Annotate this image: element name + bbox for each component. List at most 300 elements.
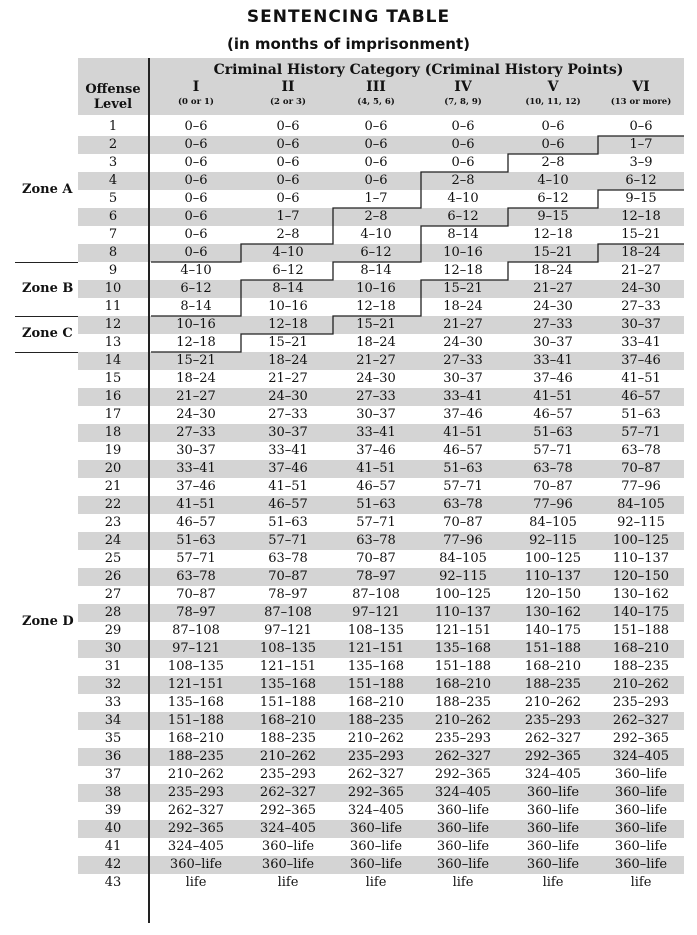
range-cell: 360–life (349, 821, 403, 836)
offense-level-cell: 7 (108, 227, 118, 242)
zone-separator (15, 262, 78, 263)
range-cell: 63–78 (443, 497, 483, 512)
offense-level-cell: 9 (108, 263, 118, 278)
range-cell: 210–262 (434, 713, 492, 728)
range-cell: 30–37 (443, 371, 483, 386)
range-cell: 41–51 (356, 461, 396, 476)
range-cell: 0–6 (184, 119, 208, 134)
range-cell: 78–97 (176, 605, 216, 620)
range-cell: 324–405 (434, 785, 492, 800)
range-cell: 33–41 (176, 461, 216, 476)
range-cell: 57–71 (356, 515, 396, 530)
range-cell: 70–87 (176, 587, 216, 602)
range-cell: 135–168 (434, 641, 492, 656)
range-cell: 33–41 (268, 443, 308, 458)
range-cell: 24–30 (533, 299, 573, 314)
range-cell: 27–33 (356, 389, 396, 404)
range-cell: 0–6 (276, 191, 300, 206)
range-cell: 15–21 (356, 317, 396, 332)
range-cell: 1–7 (276, 209, 300, 224)
zone-boundary-lines (78, 58, 684, 923)
zone-separator (15, 352, 78, 353)
range-cell: 235–293 (524, 713, 582, 728)
offense-level-cell: 41 (104, 839, 122, 854)
range-cell: 140–175 (612, 605, 670, 620)
offense-level-cell: 29 (104, 623, 122, 638)
range-cell: 15–21 (268, 335, 308, 350)
range-cell: 51–63 (443, 461, 483, 476)
range-cell: 21–27 (443, 317, 483, 332)
offense-level-cell: 17 (104, 407, 122, 422)
range-cell: 360–life (349, 857, 403, 872)
range-cell: 57–71 (268, 533, 308, 548)
range-cell: 18–24 (176, 371, 216, 386)
range-cell: 97–121 (352, 605, 400, 620)
offense-level-cell: 22 (104, 497, 122, 512)
range-cell: 77–96 (533, 497, 573, 512)
range-cell: 360–life (261, 857, 315, 872)
range-cell: 33–41 (356, 425, 396, 440)
range-cell: 108–135 (259, 641, 317, 656)
range-cell: 37–46 (356, 443, 396, 458)
category-numeral: IV (454, 79, 472, 95)
range-cell: 2–8 (541, 155, 565, 170)
range-cell: 51–63 (176, 533, 216, 548)
offense-level-cell: 34 (104, 713, 122, 728)
range-cell: 360–life (614, 839, 668, 854)
range-cell: 12–18 (356, 299, 396, 314)
range-cell: 30–37 (268, 425, 308, 440)
range-cell: 15–21 (621, 227, 661, 242)
range-cell: 324–405 (259, 821, 317, 836)
offense-level-cell: 2 (108, 137, 118, 152)
offense-level-cell: 30 (104, 641, 122, 656)
range-cell: 0–6 (451, 155, 475, 170)
range-cell: 21–27 (533, 281, 573, 296)
range-cell: 15–21 (176, 353, 216, 368)
range-cell: 92–115 (529, 533, 577, 548)
range-cell: 84–105 (617, 497, 665, 512)
range-cell: 8–14 (180, 299, 212, 314)
zone-label: Zone C (22, 326, 73, 341)
range-cell: 3–9 (629, 155, 653, 170)
range-cell: 18–24 (268, 353, 308, 368)
criminal-history-header: Criminal History Category (Criminal History Points) (213, 62, 624, 78)
range-cell: 0–6 (184, 245, 208, 260)
range-cell: 360–life (436, 857, 490, 872)
range-cell: 27–33 (621, 299, 661, 314)
range-cell: 77–96 (443, 533, 483, 548)
range-cell: 121–151 (167, 677, 225, 692)
range-cell: 18–24 (356, 335, 396, 350)
range-cell: 63–78 (268, 551, 308, 566)
range-cell: 51–63 (533, 425, 573, 440)
range-cell: 24–30 (176, 407, 216, 422)
page-subtitle: (in months of imprisonment) (226, 35, 471, 53)
zone-label: Zone A (22, 182, 73, 197)
offense-level-cell: 42 (104, 857, 122, 872)
range-cell: 70–87 (621, 461, 661, 476)
range-cell: 12–18 (621, 209, 661, 224)
range-cell: 70–87 (268, 569, 308, 584)
range-cell: 235–293 (347, 749, 405, 764)
range-cell: 10–16 (268, 299, 308, 314)
range-cell: 0–6 (184, 173, 208, 188)
range-cell: 151–188 (347, 677, 405, 692)
range-cell: 8–14 (447, 227, 479, 242)
range-cell: 24–30 (356, 371, 396, 386)
offense-level-cell: 14 (104, 353, 122, 368)
offense-level-cell: 1 (108, 119, 118, 134)
range-cell: 210–262 (167, 767, 225, 782)
range-cell: 21–27 (621, 263, 661, 278)
offense-level-cell: 26 (104, 569, 122, 584)
offense-level-cell: 6 (108, 209, 118, 224)
range-cell: 188–235 (612, 659, 670, 674)
range-cell: 18–24 (443, 299, 483, 314)
range-cell: 292–365 (167, 821, 225, 836)
range-cell: 0–6 (364, 173, 388, 188)
zone-separator (15, 316, 78, 317)
range-cell: 27–33 (176, 425, 216, 440)
range-cell: 57–71 (621, 425, 661, 440)
range-cell: 360–life (526, 857, 580, 872)
range-cell: 70–87 (533, 479, 573, 494)
range-cell: 24–30 (621, 281, 661, 296)
range-cell: 27–33 (268, 407, 308, 422)
category-points: (7, 8, 9) (444, 97, 482, 107)
range-cell: 37–46 (621, 353, 661, 368)
range-cell: 4–10 (180, 263, 212, 278)
offense-level-cell: 31 (104, 659, 122, 674)
offense-level-cell: 18 (104, 425, 122, 440)
range-cell: 135–168 (347, 659, 405, 674)
range-cell: 324–405 (524, 767, 582, 782)
offense-level-cell: 28 (104, 605, 122, 620)
range-cell: 360–life (349, 839, 403, 854)
range-cell: 168–210 (167, 731, 225, 746)
range-cell: 360–life (436, 821, 490, 836)
category-numeral: II (281, 79, 295, 95)
range-cell: 46–57 (176, 515, 216, 530)
range-cell: 108–135 (347, 623, 405, 638)
range-cell: 262–327 (612, 713, 670, 728)
range-cell: 63–78 (356, 533, 396, 548)
range-cell: 46–57 (443, 443, 483, 458)
range-cell: 2–8 (364, 209, 388, 224)
range-cell: 235–293 (167, 785, 225, 800)
category-points: (4, 5, 6) (357, 97, 395, 107)
range-cell: life (452, 875, 474, 890)
range-cell: 33–41 (533, 353, 573, 368)
range-cell: 168–210 (434, 677, 492, 692)
offense-level-cell: 23 (104, 515, 122, 530)
range-cell: 168–210 (259, 713, 317, 728)
zone-boundary-B_C (151, 190, 684, 316)
offense-level-cell: 25 (104, 551, 122, 566)
range-cell: 0–6 (364, 137, 388, 152)
range-cell: 292–365 (347, 785, 405, 800)
range-cell: 37–46 (176, 479, 216, 494)
offense-level-cell: 38 (104, 785, 122, 800)
range-cell: 33–41 (621, 335, 661, 350)
range-cell: 41–51 (443, 425, 483, 440)
range-cell: 4–10 (537, 173, 569, 188)
range-cell: 360–life (526, 821, 580, 836)
category-points: (13 or more) (610, 97, 672, 107)
offense-level-cell: 12 (104, 317, 122, 332)
offense-level-cell: 40 (104, 821, 122, 836)
range-cell: 41–51 (621, 371, 661, 386)
offense-level-cell: 8 (108, 245, 118, 260)
range-cell: 324–405 (347, 803, 405, 818)
range-cell: 41–51 (533, 389, 573, 404)
zone-label: Zone D (22, 614, 74, 629)
range-cell: 37–46 (268, 461, 308, 476)
range-cell: 360–life (614, 785, 668, 800)
range-cell: 63–78 (176, 569, 216, 584)
range-cell: 2–8 (276, 227, 300, 242)
range-cell: 97–121 (172, 641, 220, 656)
offense-level-cell: 19 (104, 443, 122, 458)
range-cell: 9–15 (625, 191, 657, 206)
range-cell: 57–71 (443, 479, 483, 494)
range-cell: life (365, 875, 387, 890)
range-cell: 2–8 (451, 173, 475, 188)
range-cell: 292–365 (259, 803, 317, 818)
range-cell: 57–71 (176, 551, 216, 566)
range-cell: 210–262 (612, 677, 670, 692)
range-cell: 6–12 (360, 245, 392, 260)
range-cell: 27–33 (443, 353, 483, 368)
range-cell: 151–188 (167, 713, 225, 728)
range-cell: 63–78 (621, 443, 661, 458)
range-cell: 100–125 (434, 587, 492, 602)
range-cell: 9–15 (537, 209, 569, 224)
range-cell: 51–63 (268, 515, 308, 530)
range-cell: 188–235 (259, 731, 317, 746)
range-cell: 360–life (169, 857, 223, 872)
range-cell: life (185, 875, 207, 890)
range-cell: 0–6 (184, 155, 208, 170)
range-cell: 21–27 (268, 371, 308, 386)
range-cell: 188–235 (167, 749, 225, 764)
range-cell: 24–30 (268, 389, 308, 404)
range-cell: 130–162 (524, 605, 582, 620)
range-cell: 46–57 (356, 479, 396, 494)
range-cell: 360–life (526, 839, 580, 854)
offense-level-cell: 10 (104, 281, 122, 296)
range-cell: 120–150 (524, 587, 582, 602)
range-cell: 151–188 (524, 641, 582, 656)
range-cell: 87–108 (352, 587, 400, 602)
range-cell: 130–162 (612, 587, 670, 602)
range-cell: 360–life (614, 803, 668, 818)
zone-label: Zone B (22, 281, 74, 296)
range-cell: 262–327 (434, 749, 492, 764)
offense-level-cell: 15 (104, 371, 122, 386)
range-cell: 10–16 (176, 317, 216, 332)
offense-level-cell: 13 (104, 335, 122, 350)
range-cell: 108–135 (167, 659, 225, 674)
range-cell: 0–6 (364, 119, 388, 134)
range-cell: 4–10 (272, 245, 304, 260)
range-cell: 235–293 (434, 731, 492, 746)
category-points: (0 or 1) (178, 97, 214, 107)
range-cell: 324–405 (612, 749, 670, 764)
range-cell: 0–6 (184, 227, 208, 242)
range-cell: 100–125 (524, 551, 582, 566)
range-cell: 121–151 (434, 623, 492, 638)
range-cell: 151–188 (259, 695, 317, 710)
range-cell: 0–6 (276, 137, 300, 152)
range-cell: 110–137 (524, 569, 582, 584)
range-cell: 292–365 (612, 731, 670, 746)
category-numeral: VI (632, 79, 650, 95)
offense-level-cell: 32 (104, 677, 122, 692)
range-cell: 100–125 (612, 533, 670, 548)
range-cell: 1–7 (629, 137, 653, 152)
range-cell: 77–96 (621, 479, 661, 494)
range-cell: 78–97 (268, 587, 308, 602)
range-cell: 324–405 (167, 839, 225, 854)
range-cell: 188–235 (524, 677, 582, 692)
range-cell: 10–16 (356, 281, 396, 296)
category-points: (2 or 3) (270, 97, 306, 107)
zone-boundary-C_D (151, 244, 684, 352)
range-cell: 78–97 (356, 569, 396, 584)
range-cell: 33–41 (443, 389, 483, 404)
range-cell: 0–6 (184, 137, 208, 152)
range-cell: 360–life (526, 785, 580, 800)
range-cell: 235–293 (259, 767, 317, 782)
range-cell: 262–327 (347, 767, 405, 782)
range-cell: 0–6 (451, 119, 475, 134)
range-cell: 63–78 (533, 461, 573, 476)
range-cell: 360–life (614, 821, 668, 836)
offense-level-cell: 35 (104, 731, 122, 746)
range-cell: 6–12 (272, 263, 304, 278)
range-cell: 121–151 (259, 659, 317, 674)
range-cell: 151–188 (434, 659, 492, 674)
range-cell: 168–210 (612, 641, 670, 656)
range-cell: 12–18 (176, 335, 216, 350)
category-numeral: III (366, 79, 386, 95)
range-cell: 97–121 (264, 623, 312, 638)
offense-level-cell: 39 (104, 803, 122, 818)
offense-level-cell: 11 (104, 299, 122, 314)
range-cell: 360–life (526, 803, 580, 818)
range-cell: 6–12 (625, 173, 657, 188)
category-numeral: V (547, 79, 559, 95)
range-cell: 15–21 (533, 245, 573, 260)
range-cell: 292–365 (524, 749, 582, 764)
range-cell: 0–6 (451, 137, 475, 152)
sentencing-table (78, 58, 684, 923)
offense-level-cell: 43 (104, 875, 122, 890)
range-cell: 292–365 (434, 767, 492, 782)
range-cell: 30–37 (533, 335, 573, 350)
range-cell: 84–105 (529, 515, 577, 530)
offense-level-header-line: Level (93, 97, 133, 112)
range-cell: 121–151 (347, 641, 405, 656)
range-cell: 8–14 (360, 263, 392, 278)
category-numeral: I (192, 79, 200, 95)
offense-level-cell: 37 (104, 767, 122, 782)
range-cell: 87–108 (264, 605, 312, 620)
range-cell: 0–6 (184, 209, 208, 224)
range-cell: 0–6 (276, 155, 300, 170)
range-cell: 0–6 (541, 119, 565, 134)
range-cell: 18–24 (533, 263, 573, 278)
range-cell: 0–6 (276, 119, 300, 134)
range-cell: life (542, 875, 564, 890)
zone-boundary-A_B (151, 136, 684, 262)
range-cell: 360–life (614, 857, 668, 872)
range-cell: 210–262 (524, 695, 582, 710)
range-cell: 210–262 (259, 749, 317, 764)
range-cell: 70–87 (443, 515, 483, 530)
range-cell: 135–168 (167, 695, 225, 710)
range-cell: 30–37 (356, 407, 396, 422)
range-cell: 168–210 (347, 695, 405, 710)
range-cell: 0–6 (629, 119, 653, 134)
range-cell: 24–30 (443, 335, 483, 350)
range-cell: 110–137 (612, 551, 670, 566)
range-cell: 168–210 (524, 659, 582, 674)
range-cell: 87–108 (172, 623, 220, 638)
category-points: (10, 11, 12) (525, 97, 581, 107)
offense-level-cell: 5 (108, 191, 118, 206)
range-cell: 46–57 (268, 497, 308, 512)
range-cell: 41–51 (268, 479, 308, 494)
page-title: SENTENCING TABLE (246, 7, 451, 27)
range-cell: 8–14 (272, 281, 304, 296)
offense-level-cell: 16 (104, 389, 122, 404)
range-cell: 110–137 (434, 605, 492, 620)
range-cell: 0–6 (276, 173, 300, 188)
range-cell: 4–10 (447, 191, 479, 206)
range-cell: 27–33 (533, 317, 573, 332)
range-cell: 30–37 (621, 317, 661, 332)
range-cell: 6–12 (537, 191, 569, 206)
range-cell: 92–115 (439, 569, 487, 584)
range-cell: 92–115 (617, 515, 665, 530)
range-cell: 6–12 (447, 209, 479, 224)
offense-level-cell: 20 (104, 461, 122, 476)
range-cell: 210–262 (347, 731, 405, 746)
offense-level-cell: 4 (108, 173, 118, 188)
range-cell: life (630, 875, 652, 890)
offense-level-cell: 36 (104, 749, 122, 764)
range-cell: 12–18 (533, 227, 573, 242)
range-cell: 84–105 (439, 551, 487, 566)
range-cell: 120–150 (612, 569, 670, 584)
range-cell: 0–6 (184, 191, 208, 206)
range-cell: 4–10 (360, 227, 392, 242)
offense-level-cell: 21 (104, 479, 122, 494)
range-cell: 140–175 (524, 623, 582, 638)
range-cell: 51–63 (621, 407, 661, 422)
range-cell: 57–71 (533, 443, 573, 458)
range-cell: 188–235 (434, 695, 492, 710)
range-cell: 360–life (436, 803, 490, 818)
range-cell: 0–6 (364, 155, 388, 170)
offense-level-cell: 24 (104, 533, 122, 548)
range-cell: 151–188 (612, 623, 670, 638)
range-cell: 46–57 (533, 407, 573, 422)
range-cell: 41–51 (176, 497, 216, 512)
